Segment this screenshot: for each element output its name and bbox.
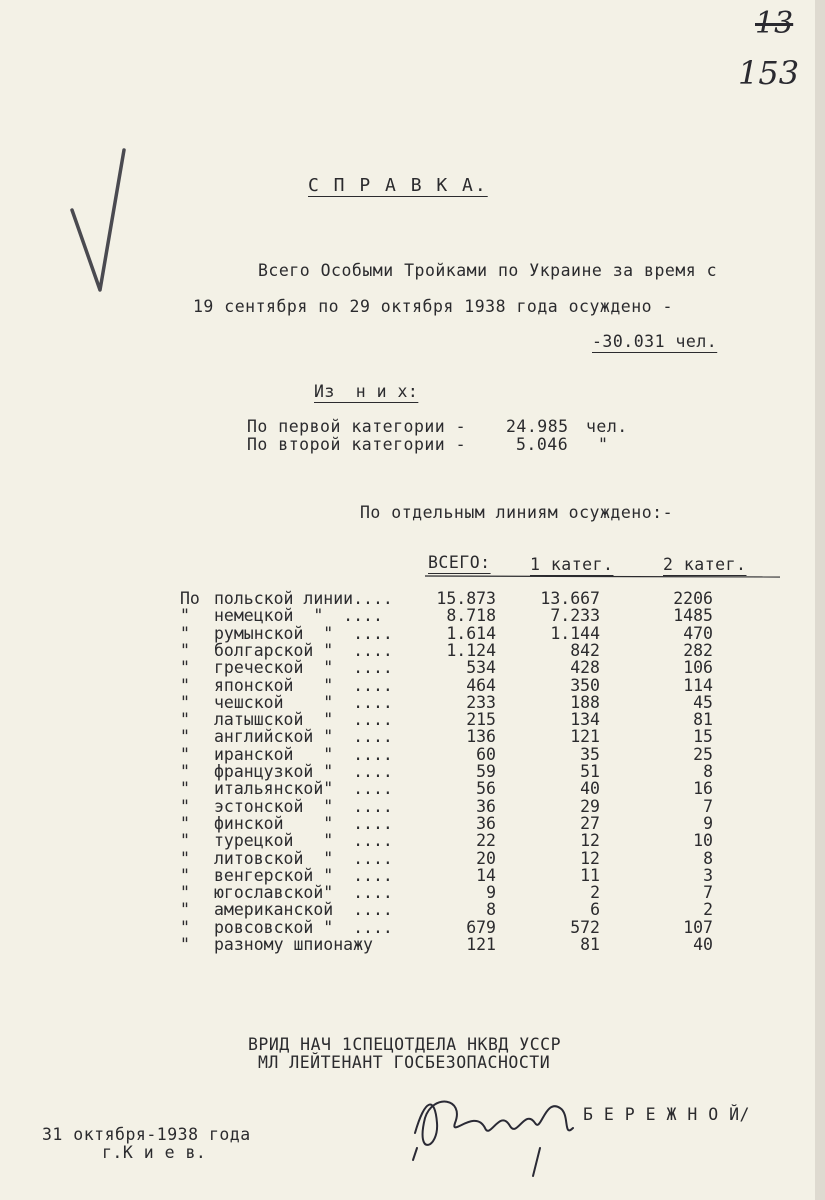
- row-total: 121: [466, 935, 496, 954]
- row-cat1: 27: [580, 813, 600, 833]
- row-total: 20: [476, 848, 496, 868]
- row-line-label: эстонской " ....: [214, 796, 393, 816]
- row-line-label: французкой " ....: [214, 762, 393, 781]
- row-total: 59: [476, 762, 496, 781]
- row-line-label: английской " ....: [214, 727, 393, 747]
- row-prefix: По: [180, 589, 200, 608]
- row-total: 534: [466, 658, 496, 678]
- row-total: 9: [486, 883, 496, 903]
- row-cat2: 114: [683, 675, 713, 695]
- archive-page-number: 153: [738, 54, 800, 92]
- row-cat2: 2206: [673, 589, 713, 608]
- row-cat1: 12: [580, 848, 600, 868]
- category-2-unit: ": [598, 435, 609, 454]
- row-total: 36: [476, 813, 496, 833]
- row-line-label: разному шпионажу: [214, 935, 373, 954]
- row-cat1: 12: [580, 831, 600, 851]
- row-cat1: 29: [580, 796, 600, 816]
- row-line-label: чешской " ....: [214, 692, 393, 712]
- row-prefix: ": [180, 865, 190, 885]
- row-total: 14: [476, 865, 496, 885]
- row-cat2: 9: [703, 813, 713, 833]
- row-prefix: ": [180, 917, 190, 937]
- intro-line-2: 19 сентября по 29 октября 1938 года осуждено -: [193, 297, 673, 316]
- row-cat2: 107: [683, 917, 713, 937]
- col-header-cat2: 2 катег.: [663, 555, 747, 574]
- row-cat2: 282: [683, 640, 713, 660]
- row-line-label: литовской " ....: [214, 848, 393, 868]
- row-line-label: ровсовской " ....: [214, 917, 393, 937]
- row-prefix: ": [180, 831, 190, 851]
- row-cat1: 6: [590, 900, 600, 920]
- row-cat1: 2: [590, 883, 600, 903]
- by-lines-heading: По отдельным линиям осуждено:-: [360, 503, 674, 522]
- row-cat1: 428: [570, 658, 600, 678]
- row-cat2: 3: [703, 865, 713, 885]
- category-1-value: 24.985: [506, 417, 569, 436]
- row-cat1: 81: [580, 935, 600, 954]
- row-total: 60: [476, 744, 496, 764]
- archive-crossed-number: 13: [755, 6, 794, 41]
- row-cat2: 40: [693, 935, 713, 954]
- row-cat2: 16: [693, 779, 713, 799]
- row-cat1: 134: [570, 710, 600, 730]
- col-header-cat1: 1 катег.: [530, 555, 614, 574]
- row-line-label: турецкой " ....: [214, 831, 393, 851]
- checkmark-icon: [60, 140, 140, 310]
- row-cat1: 35: [580, 744, 600, 764]
- row-prefix: ": [180, 762, 190, 781]
- row-total: 1.614: [446, 623, 496, 643]
- signer-name: Б Е Р Е Ж Н О Й/: [583, 1105, 750, 1124]
- row-cat2: 81: [693, 710, 713, 730]
- row-cat1: 51: [580, 762, 600, 781]
- row-total: 22: [476, 831, 496, 851]
- row-prefix: ": [180, 813, 190, 833]
- row-prefix: ": [180, 640, 190, 660]
- row-prefix: ": [180, 935, 190, 954]
- row-cat1: 11: [580, 865, 600, 885]
- row-cat2: 2: [703, 900, 713, 920]
- row-line-label: румынской " ....: [214, 623, 393, 643]
- row-cat1: 7.233: [550, 606, 600, 626]
- row-cat1: 842: [570, 640, 600, 660]
- row-cat1: 121: [570, 727, 600, 747]
- category-1-unit: чел.: [586, 417, 628, 436]
- row-total: 464: [466, 675, 496, 695]
- row-total: 233: [466, 692, 496, 712]
- row-total: 136: [466, 727, 496, 747]
- row-line-label: польской линии....: [214, 589, 393, 608]
- row-cat1: 40: [580, 779, 600, 799]
- row-cat1: 13.667: [540, 589, 600, 608]
- intro-total: -30.031 чел.: [592, 332, 718, 351]
- row-line-label: итальянской" ....: [214, 779, 393, 799]
- row-line-label: латышской " ....: [214, 710, 393, 730]
- handwritten-signature: [395, 1078, 595, 1178]
- row-line-label: югославской" ....: [214, 883, 393, 903]
- row-line-label: финской " ....: [214, 813, 393, 833]
- row-line-label: иранской " ....: [214, 744, 393, 764]
- row-total: 8.718: [446, 606, 496, 626]
- row-prefix: ": [180, 779, 190, 799]
- page-edge: [815, 0, 825, 1200]
- row-cat2: 8: [703, 762, 713, 781]
- intro-line-1: Всего Особыми Тройками по Украине за время с: [258, 261, 718, 280]
- row-cat1: 1.144: [550, 623, 600, 643]
- row-line-label: немецкой " ....: [214, 606, 383, 626]
- row-prefix: ": [180, 727, 190, 747]
- category-1-label: По первой категории -: [247, 417, 467, 436]
- row-line-label: греческой " ....: [214, 658, 393, 678]
- row-prefix: ": [180, 710, 190, 730]
- row-total: 215: [466, 710, 496, 730]
- row-cat1: 572: [570, 917, 600, 937]
- row-cat2: 15: [693, 727, 713, 747]
- row-cat2: 470: [683, 623, 713, 643]
- row-cat2: 1485: [673, 606, 713, 626]
- row-total: 8: [486, 900, 496, 920]
- row-total: 1.124: [446, 640, 496, 660]
- row-prefix: ": [180, 606, 190, 626]
- row-cat2: 7: [703, 796, 713, 816]
- row-cat1: 350: [570, 675, 600, 695]
- document-title: С П Р А В К А.: [308, 175, 488, 196]
- row-prefix: ": [180, 692, 190, 712]
- row-line-label: японской " ....: [214, 675, 393, 695]
- row-prefix: ": [180, 796, 190, 816]
- row-total: 56: [476, 779, 496, 799]
- row-total: 15.873: [436, 589, 496, 608]
- row-line-label: болгарской " ....: [214, 640, 393, 660]
- row-total: 679: [466, 917, 496, 937]
- row-cat2: 45: [693, 692, 713, 712]
- row-prefix: ": [180, 848, 190, 868]
- row-prefix: ": [180, 623, 190, 643]
- signer-title-line-1: ВРИД НАЧ 1СПЕЦОТДЕЛА НКВД УССР: [248, 1035, 562, 1054]
- row-prefix: ": [180, 883, 190, 903]
- category-2-value: 5.046: [516, 435, 569, 454]
- row-prefix: ": [180, 744, 190, 764]
- row-prefix: ": [180, 900, 190, 920]
- category-2-label: По второй категории -: [247, 435, 467, 454]
- row-cat2: 106: [683, 658, 713, 678]
- row-line-label: венгерской " ....: [214, 865, 393, 885]
- document-place: г.К и е в.: [102, 1143, 207, 1162]
- signer-title-line-2: МЛ ЛЕЙТЕНАНТ ГОСБЕЗОПАСНОСТИ: [258, 1053, 551, 1072]
- row-cat2: 25: [693, 744, 713, 764]
- of-them-heading: Из н и х:: [314, 382, 419, 401]
- row-total: 36: [476, 796, 496, 816]
- col-header-total: ВСЕГО:: [428, 553, 491, 572]
- row-cat2: 8: [703, 848, 713, 868]
- row-prefix: ": [180, 658, 190, 678]
- header-rule: [425, 574, 785, 580]
- row-prefix: ": [180, 675, 190, 695]
- row-cat1: 188: [570, 692, 600, 712]
- document-date: 31 октября-1938 года: [42, 1125, 251, 1144]
- row-line-label: американской ....: [214, 900, 393, 920]
- row-cat2: 10: [693, 831, 713, 851]
- row-cat2: 7: [703, 883, 713, 903]
